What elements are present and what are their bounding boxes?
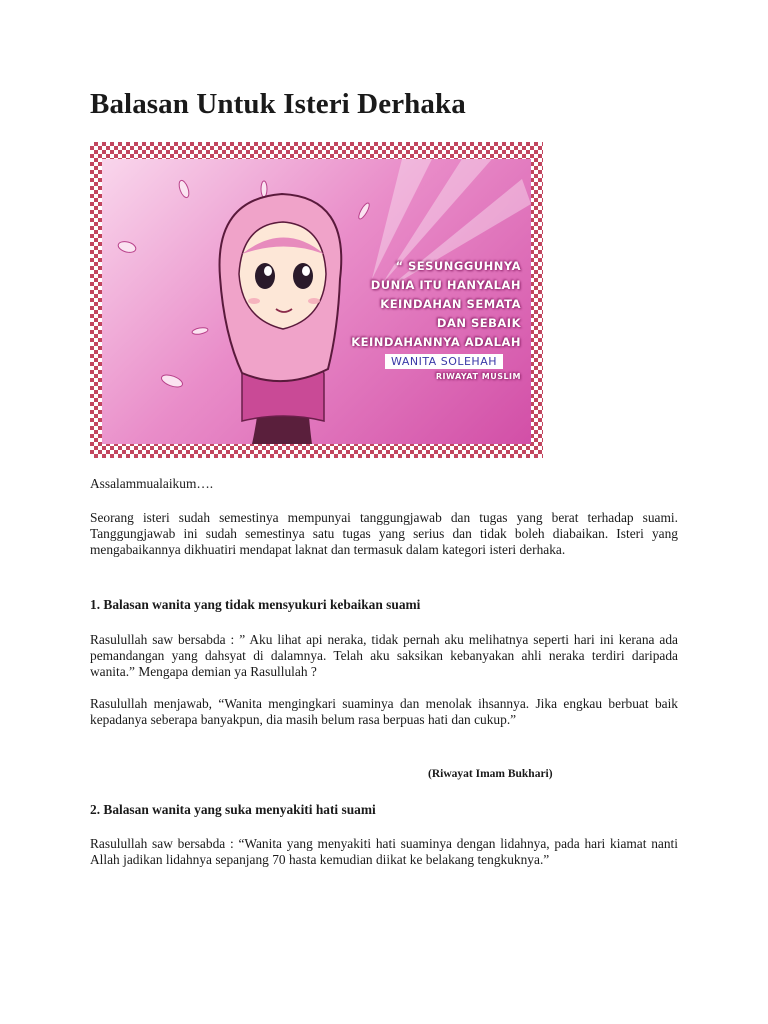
banner-quote xyxy=(301,257,521,383)
banner-image xyxy=(90,142,543,458)
greeting-text: Assalammualaikum…. xyxy=(90,476,214,491)
quote-line: DAN SEBAIK xyxy=(436,316,521,330)
section-paragraph: Rasulullah saw bersabda : ” Aku lihat api neraka, tidak pernah aku melihatnya seperti hari ini kerana ada pemandangan yang dahsyat di dalamnya. Telah aku saksikan kebanyakan ahli neraka terdiri daripada wanita.” Mengapa demian ya Rasullulah ? xyxy=(90,632,678,679)
banner-source: RIWAYAT MUSLIM xyxy=(435,372,521,381)
section-paragraph: Rasulullah saw bersabda : “Wanita yang menyakiti hati suaminya dengan lidahnya, pada hari kiamat nanti Allah jadikan lidahnya sepanjang 70 hasta kemudian diikat ke belakang tengkuknya.” xyxy=(90,836,678,867)
page-title: Balasan Untuk Isteri Derhaka xyxy=(90,88,466,120)
section-paragraph: Rasulullah menjawab, “Wanita mengingkari suaminya dan menolak ihsannya. Jika engkau berbuat baik kepadanya seberapa banyakpun, dia masih belum rasa berpuas hati dan cukup.” xyxy=(90,696,678,727)
quote-line: DUNIA ITU HANYALAH xyxy=(370,278,521,292)
citation: (Riwayat Imam Bukhari) xyxy=(428,768,553,780)
banner-tag: WANITA SOLEHAH xyxy=(385,354,503,369)
quote-line: KEINDAHAN SEMATA xyxy=(380,297,521,311)
intro-paragraph: Seorang isteri sudah semestinya mempunyai tanggungjawab dan tugas yang berat terhadap suami. Tanggungjawab ini sudah semestinya satu tugas yang serius dan tidak boleh diabaikan. Isteri yang mengabaikannya dikhuatiri mendapat laknat dan termasuk dalam kategori isteri derhaka. xyxy=(90,510,678,557)
quote-line: KEINDAHANNYA ADALAH xyxy=(351,335,521,349)
section-heading: 1. Balasan wanita yang tidak mensyukuri kebaikan suami xyxy=(90,597,421,612)
quote-line: “ SESUNGGUHNYA xyxy=(395,259,521,273)
banner-picture xyxy=(102,159,531,444)
section-heading: 2. Balasan wanita yang suka menyakiti hati suami xyxy=(90,802,376,817)
